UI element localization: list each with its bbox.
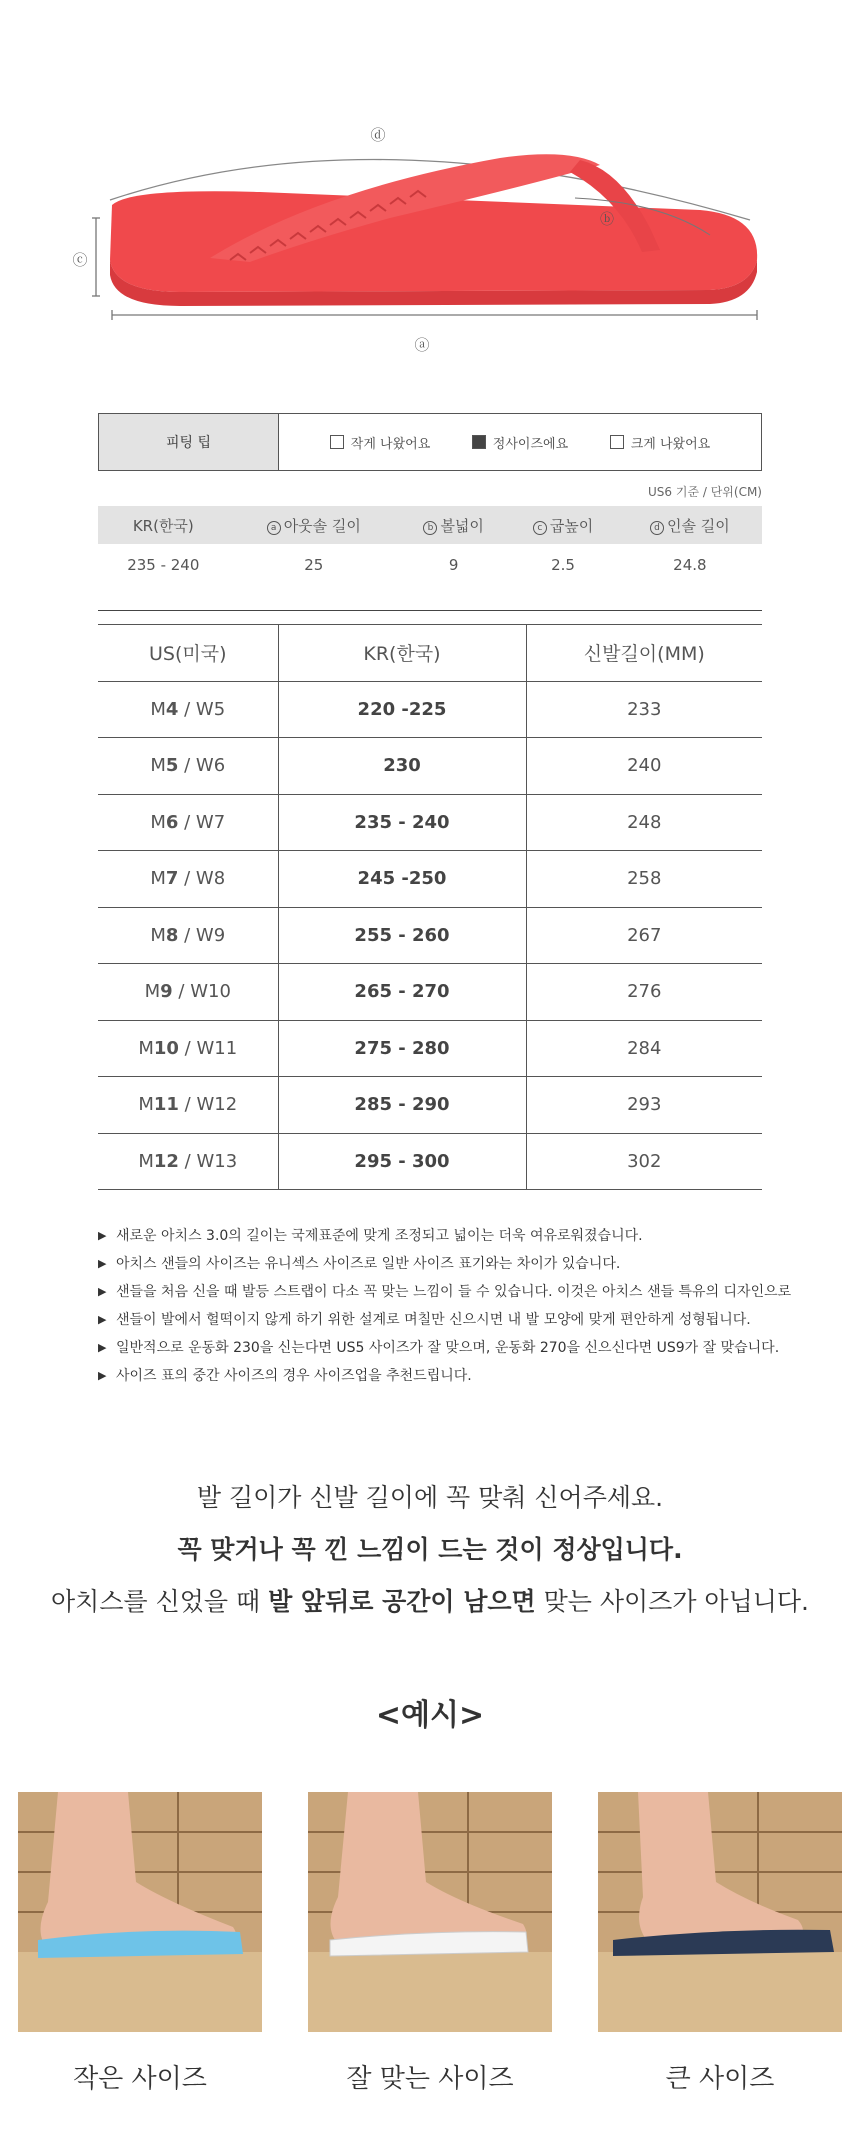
cell-kr: 265 - 270 xyxy=(278,964,526,1021)
cell-length: 293 xyxy=(526,1077,762,1134)
cell-length: 248 xyxy=(526,794,762,851)
size-row xyxy=(98,907,762,964)
header-heel: c 굽높이 xyxy=(508,506,617,544)
cell-width: 9 xyxy=(448,556,459,574)
cell-us: M5 / W6 xyxy=(98,738,278,795)
note-item: ▶ 아치스 샌들의 사이즈는 유니섹스 사이즈로 일반 사이즈 표기와는 차이가 있습니다. xyxy=(98,1250,798,1278)
checked-box-icon xyxy=(472,435,486,449)
cell-us: M6 / W7 xyxy=(98,794,278,851)
cell-us: M4 / W5 xyxy=(98,681,278,738)
size-row xyxy=(98,681,762,738)
example-photo-small xyxy=(18,1792,262,2032)
size-row xyxy=(98,794,762,851)
size-header-row xyxy=(98,625,762,682)
note-item-continued: ▶ 샌들이 발에서 헐떡이지 않게 하기 위한 설계로 며칠만 신으시면 내 발 모양에 맞게 편안하게 성형됩니다. xyxy=(98,1306,798,1334)
cell-kr: 220 -225 xyxy=(278,681,526,738)
cell-us: M7 / W8 xyxy=(98,851,278,908)
fitting-tip-options xyxy=(279,414,761,470)
header-insole: d 인솔 길이 xyxy=(618,506,762,544)
measurement-row xyxy=(98,544,762,586)
cell-length: 258 xyxy=(526,851,762,908)
cell-kr: 235 - 240 xyxy=(127,556,200,574)
label-d: ⓓ xyxy=(370,126,386,144)
measurement-table xyxy=(98,506,762,611)
cell-kr: 230 xyxy=(278,738,526,795)
cell-kr: 295 - 300 xyxy=(278,1133,526,1190)
label-b: ⓑ xyxy=(600,212,614,228)
example-photo-fit xyxy=(308,1792,552,2032)
note-item: ▶ 새로운 아치스 3.0의 길이는 국제표준에 맞게 조정되고 넓이는 더욱 여유로워졌습니다. xyxy=(98,1222,798,1250)
fitting-tip-label: 피팅 팁 xyxy=(99,414,279,470)
size-row xyxy=(98,738,762,795)
cell-us: M11 / W12 xyxy=(98,1077,278,1134)
sandal-dimension-diagram xyxy=(60,110,780,370)
size-row xyxy=(98,1020,762,1077)
checkbox-icon xyxy=(610,435,624,449)
caption-fit: 잘 맞는 사이즈 xyxy=(346,2064,514,2094)
header-length: 신발길이(MM) xyxy=(526,625,762,682)
unit-note: US6 기준 / 단위(CM) xyxy=(648,485,762,499)
caption-large: 큰 사이즈 xyxy=(665,2064,775,2094)
note-item: ▶ 일반적으로 운동화 230을 신는다면 US5 사이즈가 잘 맞으며, 운동화 270을 신으신다면 US9가 잘 맞습니다. xyxy=(98,1334,798,1362)
checkbox-icon xyxy=(330,435,344,449)
cell-kr: 235 - 240 xyxy=(278,794,526,851)
cell-length: 233 xyxy=(526,681,762,738)
advice-line-1: 발 길이가 신발 길이에 꼭 맞춰 신어주세요. xyxy=(196,1483,664,1512)
cell-us: M8 / W9 xyxy=(98,907,278,964)
cell-us: M10 / W11 xyxy=(98,1020,278,1077)
size-row xyxy=(98,1133,762,1190)
cell-insole: 24.8 xyxy=(673,556,707,574)
cell-length: 267 xyxy=(526,907,762,964)
size-chart-table xyxy=(98,624,762,1190)
caption-small: 작은 사이즈 xyxy=(73,2064,207,2094)
cell-length: 276 xyxy=(526,964,762,1021)
cell-length: 240 xyxy=(526,738,762,795)
header-kr: KR(한국) xyxy=(278,625,526,682)
advice-line-2: 꼭 맞거나 꼭 낀 느낌이 드는 것이 정상입니다. xyxy=(177,1535,683,1564)
label-c: ⓒ xyxy=(72,251,88,269)
size-notes xyxy=(98,1222,798,1390)
cell-us: M9 / W10 xyxy=(98,964,278,1021)
cell-kr: 255 - 260 xyxy=(278,907,526,964)
fit-option-small: 작게 나왔어요 xyxy=(330,433,430,452)
advice-line-3: 아치스를 신었을 때 발 앞뒤로 공간이 남으면 맞는 사이즈가 아닙니다. xyxy=(51,1587,809,1616)
cell-kr: 245 -250 xyxy=(278,851,526,908)
size-row xyxy=(98,964,762,1021)
note-item: ▶ 사이즈 표의 중간 사이즈의 경우 사이즈업을 추천드립니다. xyxy=(98,1362,798,1390)
header-kr: KR(한국) xyxy=(98,506,229,544)
header-width: b 볼넓이 xyxy=(399,506,508,544)
cell-us: M12 / W13 xyxy=(98,1133,278,1190)
example-photo-large xyxy=(598,1792,842,2032)
fitting-tip-box xyxy=(98,413,762,471)
size-row xyxy=(98,851,762,908)
example-title: <예시> xyxy=(375,1698,485,1733)
header-outsole: a 아웃솔 길이 xyxy=(229,506,399,544)
cell-outsole: 25 xyxy=(304,556,324,574)
note-item: ▶ 샌들을 처음 신을 때 발등 스트랩이 다소 꼭 맞는 느낌이 들 수 있습니다. 이것은 아치스 샌들 특유의 디자인으로 xyxy=(98,1278,798,1306)
size-row xyxy=(98,1077,762,1134)
cell-heel: 2.5 xyxy=(551,556,575,574)
label-a: ⓐ xyxy=(414,336,430,354)
cell-length: 302 xyxy=(526,1133,762,1190)
header-us: US(미국) xyxy=(98,625,278,682)
cell-kr: 285 - 290 xyxy=(278,1077,526,1134)
cell-length: 284 xyxy=(526,1020,762,1077)
fit-option-true-size: 정사이즈에요 xyxy=(472,433,568,452)
cell-kr: 275 - 280 xyxy=(278,1020,526,1077)
fit-option-large: 크게 나왔어요 xyxy=(610,433,710,452)
measurement-header-row xyxy=(98,506,762,544)
